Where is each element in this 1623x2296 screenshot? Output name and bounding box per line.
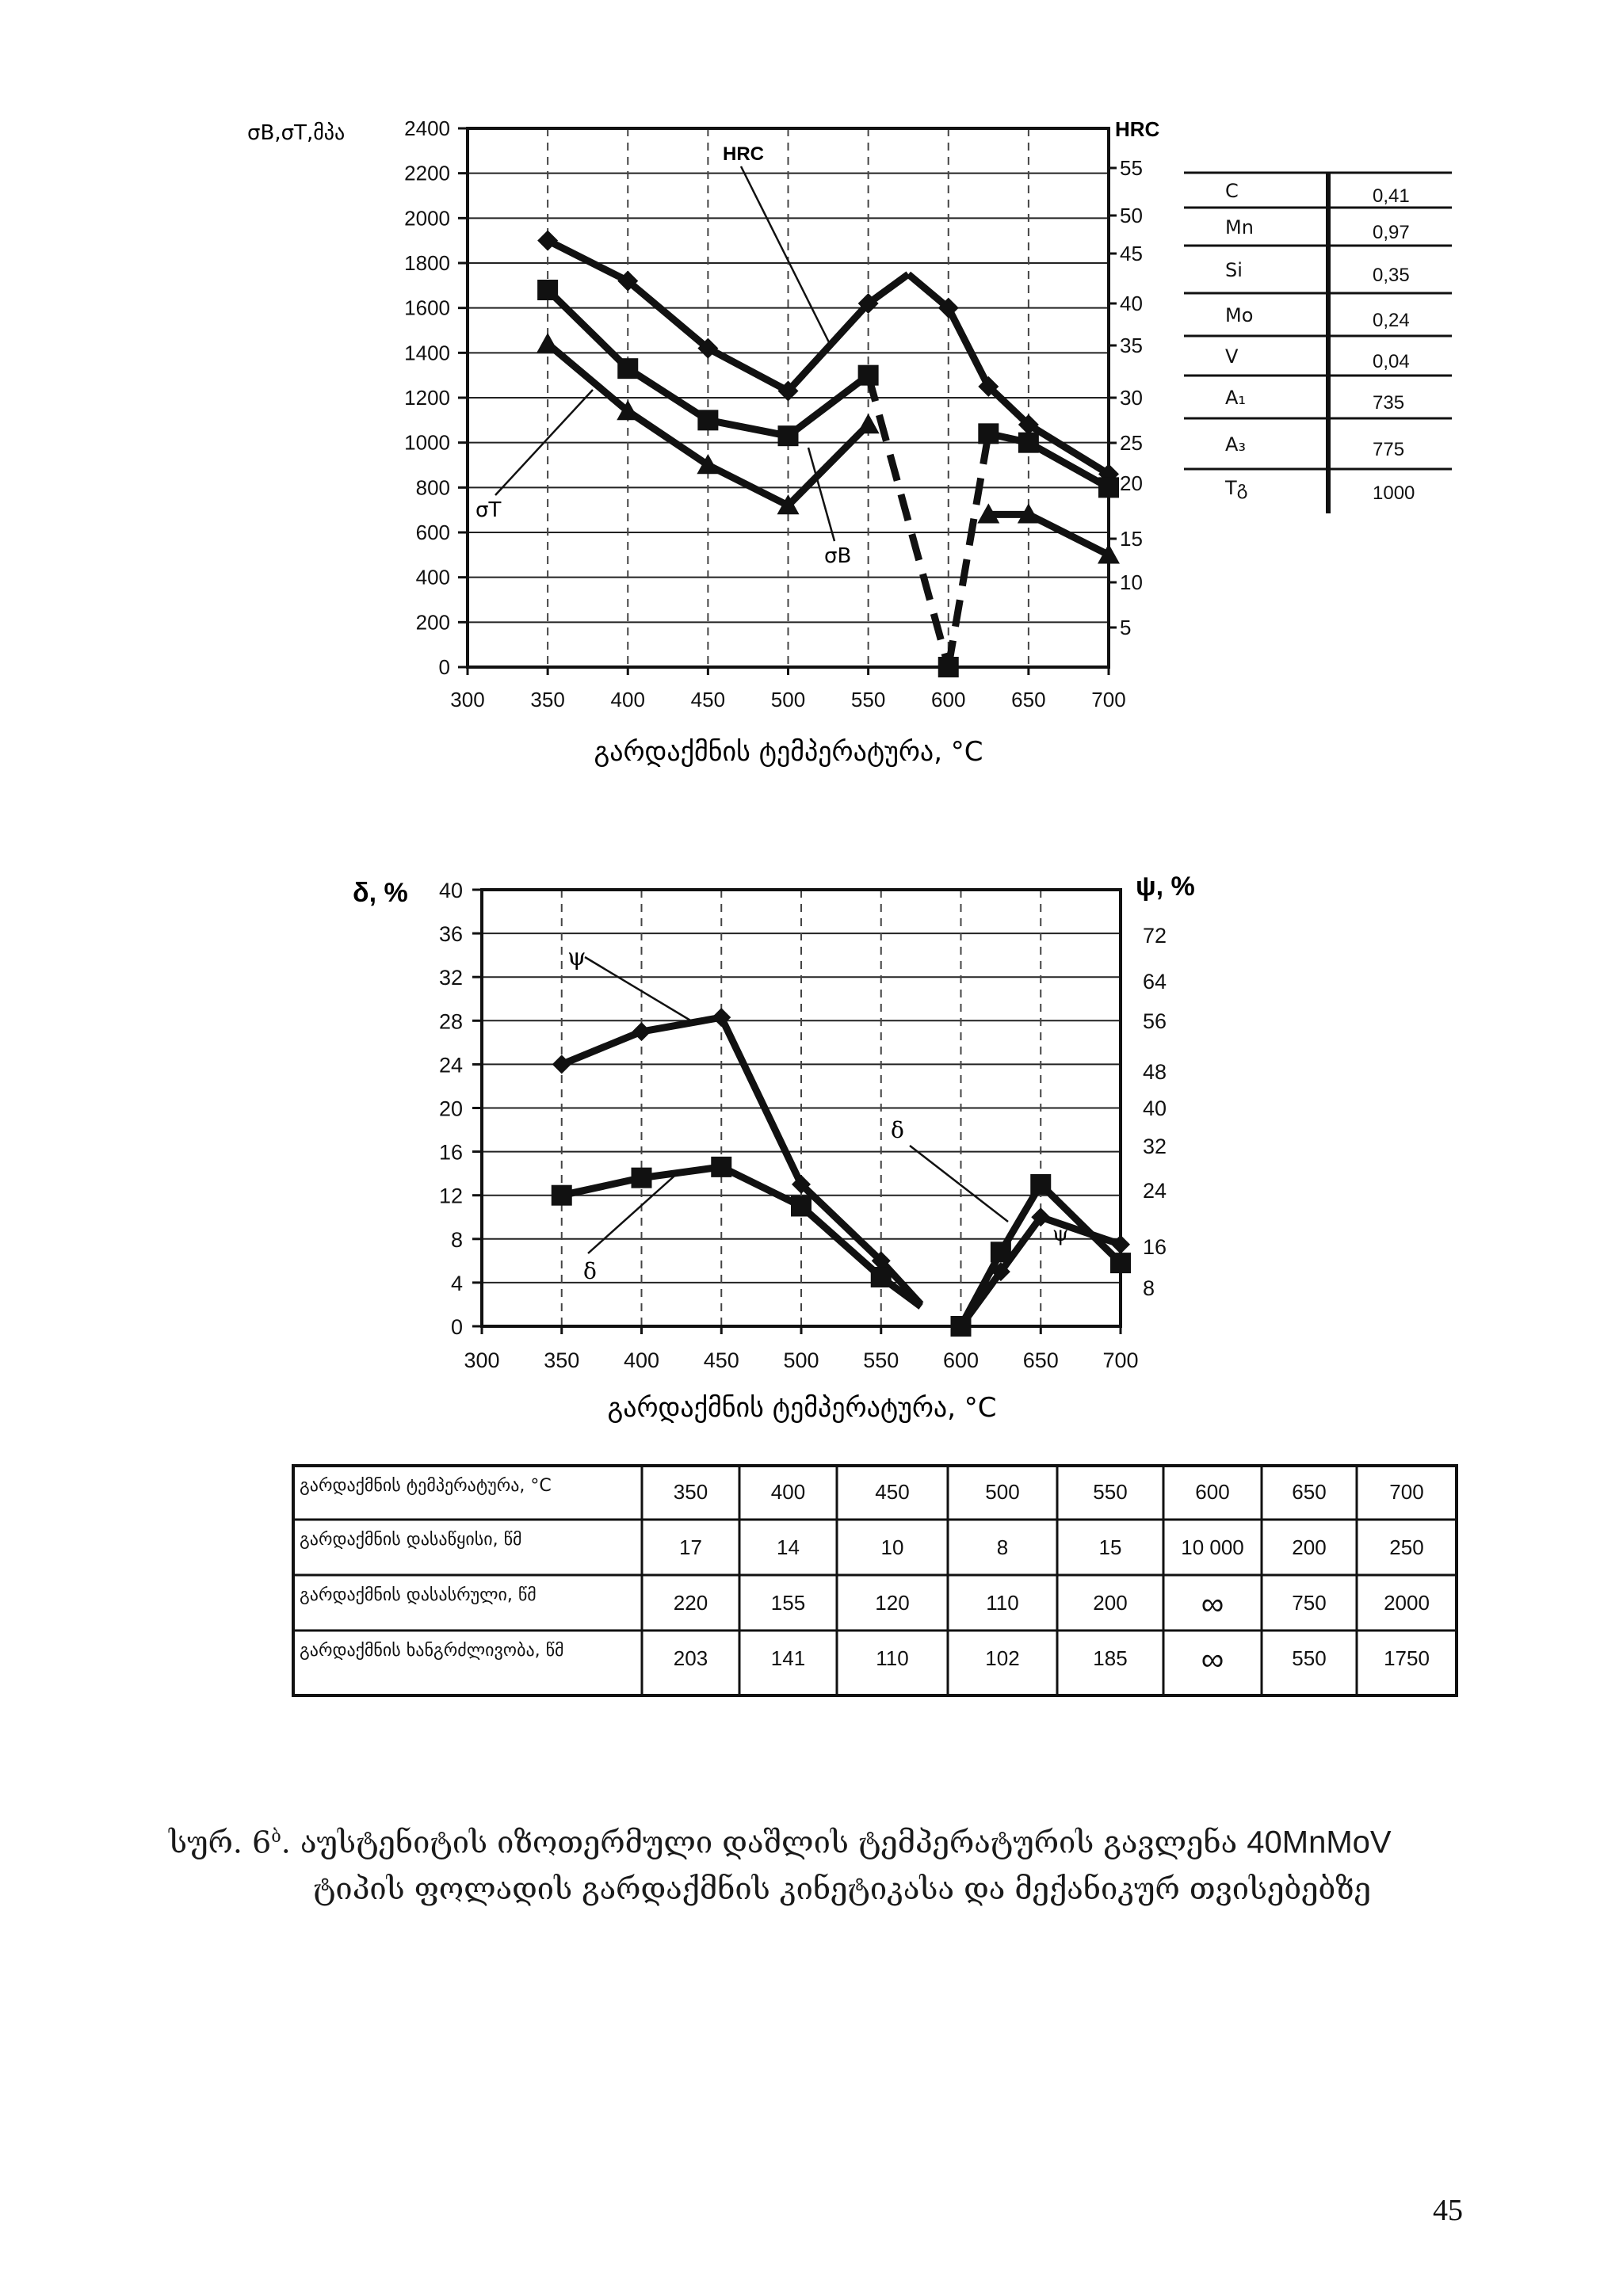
page-number: 45 [1433,2194,1463,2227]
chart1-point-sigma-b [778,425,799,446]
chart1-annotation-hrc: HRC [723,143,764,165]
kinetics-temperature: 500 [985,1480,1020,1504]
chart1-line-sigma-t [628,411,708,465]
chart1-annotation-sigma-b: σB [824,544,852,568]
chart1-point-sigma-b [1018,433,1039,453]
chart2-line-delta [562,1178,642,1196]
ductility-chart [353,871,1195,1424]
kinetics-table [293,1466,1457,1695]
kinetics-cell-value: 14 [777,1535,800,1559]
chart1-y-right-axis-title: HRC [1115,117,1160,141]
chart1-y-tick-label: 2000 [404,206,450,231]
chart2-x-tick-label: 450 [703,1348,739,1372]
chart1-x-tick-label: 400 [610,688,645,711]
chart1-y-right-tick-label: 55 [1120,156,1143,180]
chart1-point-sigma-b [697,410,718,430]
chart1-y-tick-label: 2200 [404,161,450,185]
kinetics-cell-value: 141 [770,1646,806,1670]
kinetics-cell-value: 110 [986,1591,1019,1615]
chart1-line-hrc [908,274,949,308]
chart2-line-psi [642,1017,722,1032]
chart2-point-delta [991,1241,1011,1262]
kinetics-cell-value: 1750 [1384,1646,1430,1670]
chart1-line-sigma-t [708,465,788,505]
chart2-y-tick-label: 40 [438,879,463,902]
kinetics-cell-value: 185 [1093,1646,1128,1670]
chart1-y-tick-label: 400 [415,565,450,589]
chart1-line-sigma-b [708,420,788,436]
chart1-line-sigma-t [789,425,869,505]
caption-sup: ბ [271,1827,281,1847]
chart2-y-right-tick-label: 24 [1143,1179,1167,1203]
kinetics-row-label: გარდაქმნის ხანგრძლივობა, წმ [300,1641,564,1661]
chart2-y-right-tick-label: 48 [1143,1060,1167,1084]
chart1-x-tick-label: 300 [450,688,485,711]
kinetics-cell-value: 102 [985,1646,1020,1670]
chart1-line-hrc [628,281,708,349]
chart2-line-delta [642,1167,722,1178]
kinetics-cell-value: 10 000 [1181,1535,1244,1559]
chart2-point-delta [711,1157,731,1177]
chart1-point-sigma-b [1098,477,1119,498]
chart2-ticks [439,879,1167,1372]
chart1-y-tick-label: 1400 [404,341,450,365]
chart1-line-sigma-b [628,368,708,420]
chart1-point-sigma-b [858,365,879,386]
chart1-y-tick-label: 800 [415,475,450,500]
chart2-annotation-delta-right-leader [910,1146,1008,1222]
kinetics-cell-value: 120 [875,1591,910,1615]
kinetics-cell-value: 200 [1292,1535,1327,1559]
chart1-y-right-tick-label: 50 [1120,204,1143,227]
chart1-y-tick-label: 200 [415,610,450,635]
chart2-y-right-tick-label: 56 [1143,1009,1167,1033]
composition-value: 775 [1373,439,1405,460]
chart1-y-tick-label: 1800 [404,251,450,275]
chart2-y-right-tick-label: 40 [1143,1097,1167,1120]
chart1-x-tick-label: 650 [1011,688,1046,711]
chart2-y-tick-label: 28 [438,1009,463,1034]
chart1-line-hrc [949,308,989,387]
chart2-y-right-tick-label: 72 [1143,924,1167,948]
chart1-point-sigma-b [537,280,558,300]
kinetics-temperature: 700 [1389,1480,1424,1504]
composition-element: A₃ [1225,433,1247,456]
chart2-y-right-tick-label: 32 [1143,1135,1167,1158]
kinetics-temperature: 550 [1093,1480,1128,1504]
chart2-line-psi [562,1032,642,1064]
kinetics-cell-value: 17 [679,1535,702,1559]
composition-element: C [1225,180,1239,202]
chart1-y-right-tick-label: 40 [1120,292,1143,315]
chart1-y-right-tick-label: 5 [1120,616,1132,639]
chart1-line-hrc [869,274,909,303]
caption-steel-grade: 40MnMoV [1247,1825,1392,1860]
chart2-line-delta [721,1167,801,1207]
chart1-annotation-hrc-leader [741,166,829,342]
chart1-x-tick-label: 500 [770,688,806,711]
kinetics-cell-value: 220 [673,1591,708,1615]
chart1-point-sigma-b [978,423,999,444]
chart2-y-tick-label: 24 [438,1053,463,1077]
chart2-point-delta [632,1168,652,1188]
chart1-x-tick-label: 700 [1091,688,1126,711]
chart2-y-tick-label: 12 [438,1184,463,1208]
chart1-line-sigma-t [1029,514,1109,555]
chart2-x-tick-label: 350 [544,1348,580,1372]
composition-element: Mn [1225,216,1254,238]
chart2-point-delta [552,1185,572,1206]
chart2-y-tick-label: 16 [438,1140,463,1165]
chart1-y-axis-title: σB,σT,მპა [247,121,346,145]
chart1-y-right-tick-label: 35 [1120,334,1143,357]
composition-value: 0,24 [1373,310,1410,331]
caption-prefix: სურ. 6 [169,1825,272,1860]
chart2-x-tick-label: 700 [1102,1348,1139,1372]
composition-element: A₁ [1225,387,1247,409]
chart2-annotation-psi-leader [585,957,696,1024]
kinetics-header-label: გარდაქმნის ტემპერატურა, °C [300,1476,552,1496]
composition-value: 735 [1373,392,1405,414]
kinetics-row-label: გარდაქმნის დასასრული, წმ [300,1585,537,1605]
kinetics-temperature: 600 [1195,1480,1230,1504]
chart1-x-tick-label: 550 [850,688,886,711]
chart2-y-right-axis-title: ψ, % [1136,871,1195,902]
composition-value: 0,35 [1373,265,1410,286]
chart2-y-tick-label: 32 [438,966,463,990]
chart1-point-sigma-b [938,657,959,677]
chart1-line-hrc [789,303,869,391]
chart2-x-tick-label: 400 [623,1348,660,1372]
kinetics-cell-value: 2000 [1384,1591,1430,1615]
figure-caption [169,1814,1516,1912]
chart2-x-axis-title: გარდაქმნის ტემპერატურა, °C [607,1392,997,1424]
chart1-y-right-tick-label: 20 [1120,471,1143,495]
chart2-point-psi [632,1022,651,1041]
chart2-line-psi [721,1017,801,1184]
kinetics-temperature: 450 [875,1480,910,1504]
chart1-point-sigma-t [537,333,559,353]
chart1-x-tick-label: 600 [931,688,966,711]
composition-table [1184,173,1452,513]
chart2-y-tick-label: 36 [438,922,463,947]
chart2-annotation-psi-right: ψ [1052,1222,1069,1246]
chart1-y-tick-label: 1200 [404,386,450,410]
chart1-y-right-tick-label: 10 [1120,570,1143,594]
kinetics-cell-value: 200 [1093,1591,1128,1615]
chart1-series [537,231,1120,677]
chart1-line-sigma-b [949,433,989,667]
chart1-y-tick-label: 1600 [404,296,450,320]
chart1-y-tick-label: 600 [415,521,450,544]
kinetics-cell-value: ∞ [1201,1587,1224,1622]
chart1-line-hrc [548,241,628,281]
chart1-y-right-tick-label: 30 [1120,386,1143,410]
chart1-line-hrc [708,349,788,391]
kinetics-cell-value: 250 [1389,1535,1424,1559]
chart2-line-delta [961,1252,1001,1326]
chart2-y-right-tick-label: 16 [1143,1235,1167,1259]
kinetics-cell-value: 8 [996,1535,1009,1559]
chart2-y-tick-label: 8 [450,1227,463,1252]
kinetics-cell-value: 110 [876,1646,909,1670]
chart1-line-sigma-b [869,376,949,667]
kinetics-cell-value: 10 [880,1535,904,1559]
chart1-y-tick-label: 1000 [404,430,450,455]
chart1-x-tick-label: 350 [530,688,565,711]
chart2-annotation-delta-left: δ [583,1258,597,1284]
kinetics-cell-value: 155 [770,1591,806,1615]
composition-element: Si [1225,259,1243,281]
chart1-y-right-tick-label: 45 [1120,242,1143,265]
chart2-x-tick-label: 300 [464,1348,500,1372]
chart1-x-tick-label: 450 [690,688,726,711]
kinetics-temperature: 650 [1292,1480,1327,1504]
chart1-line-sigma-b [789,376,869,437]
kinetics-cell-value: 203 [673,1646,708,1670]
chart2-point-delta [1030,1174,1051,1195]
chart1-y-right-tick-label: 15 [1120,527,1143,551]
kinetics-cell-value: 15 [1098,1535,1122,1559]
chart2-point-delta [951,1316,972,1337]
kinetics-temperature: 350 [673,1480,708,1504]
chart2-line-delta [801,1206,881,1277]
kinetics-temperature: 400 [770,1480,806,1504]
chart1-x-axis-title: გარდაქმნის ტემპერატურა, °C [594,736,983,768]
chart1-y-tick-label: 0 [438,655,450,679]
strength-hardness-chart [247,116,1160,768]
chart2-y-right-tick-label: 64 [1143,970,1167,994]
chart2-point-psi [552,1055,571,1074]
composition-element: Tგ [1225,477,1248,499]
kinetics-cell-value: 550 [1292,1646,1327,1670]
chart1-line-hrc [988,387,1029,425]
composition-value: 0,41 [1373,185,1410,207]
chart1-y-right-tick-label: 25 [1120,431,1143,455]
chart2-point-delta [791,1196,812,1216]
chart2-y-right-tick-label: 8 [1143,1276,1155,1300]
chart2-x-tick-label: 650 [1022,1348,1059,1372]
chart2-y-tick-label: 0 [450,1315,463,1339]
chart2-point-delta [1110,1253,1131,1273]
kinetics-cell-value: ∞ [1201,1642,1224,1677]
chart2-x-tick-label: 600 [942,1348,980,1372]
caption-line1: . აუსტენიტის იზოთერმული დაშლის ტემპერატურის გავლენა [281,1825,1247,1860]
chart1-y-tick-label: 2400 [404,116,450,140]
composition-element: V [1225,345,1239,368]
chart2-annotation-psi: ψ [567,944,586,971]
composition-value: 0,97 [1373,222,1410,243]
chart2-series [552,1008,1131,1337]
caption-line2: ტიპის ფოლადის გარდაქმნის კინეტიკასა და მექანიკურ თვისებებზე [313,1871,1371,1906]
chart2-y-axis-title: δ, % [353,878,408,908]
chart1-annotation-sigma-t: σT [475,498,502,522]
chart2-y-tick-label: 4 [450,1271,463,1295]
composition-value: 1000 [1373,482,1415,504]
chart1-point-sigma-b [617,358,638,379]
composition-value: 0,04 [1373,351,1410,372]
composition-element: Mo [1225,304,1254,326]
chart2-x-tick-label: 500 [783,1348,819,1372]
chart2-x-tick-label: 550 [863,1348,899,1372]
chart2-annotation-delta-right: δ [891,1117,904,1143]
chart2-point-delta [871,1267,892,1287]
kinetics-row-label: გარდაქმნის დასაწყისი, წმ [300,1530,522,1550]
chart2-y-tick-label: 20 [438,1097,463,1121]
chart2-point-psi [1111,1235,1130,1254]
kinetics-cell-value: 750 [1292,1591,1327,1615]
